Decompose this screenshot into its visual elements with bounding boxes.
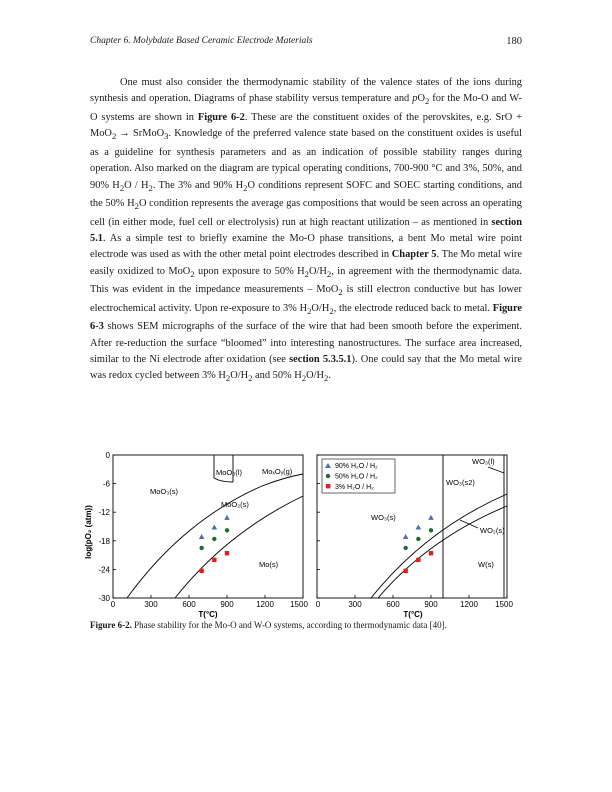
x-tick-label: 300: [348, 600, 362, 609]
page-number: 180: [506, 36, 522, 47]
operating-points: [199, 515, 230, 573]
y-tick-label: -12: [98, 508, 110, 518]
region-label-mo-solid: Mo(s): [259, 560, 279, 569]
region-label-wo3-solid: WO₃(s): [371, 513, 396, 522]
figure-reference: Figure 6-3: [90, 302, 522, 333]
x-axis-label: T(°C): [198, 610, 218, 619]
data-point: [199, 546, 203, 550]
x-tick-label: 1200: [256, 600, 274, 609]
data-point: [212, 537, 216, 541]
data-point: [416, 537, 420, 541]
y-axis-label: log(pO₂ (atm)): [84, 505, 93, 559]
chapter-reference: Chapter 5: [391, 249, 437, 261]
data-point: [429, 551, 433, 555]
x-tick-label: 1500: [290, 600, 308, 609]
data-point: [212, 524, 218, 529]
running-head: Chapter 6. Molybdate Based Ceramic Electrode Materials: [90, 36, 313, 46]
region-label-moo3-liquid: MoO₃(l): [216, 468, 242, 477]
region-label-moxoy-gas: MoₓOᵧ(g): [262, 467, 293, 476]
figure-reference: Figure 6-2: [197, 111, 245, 123]
page-header: [90, 36, 522, 50]
data-point: [416, 558, 420, 562]
x-tick-label: 0: [315, 600, 321, 609]
x-tick-label: 300: [144, 600, 158, 609]
region-label-w-solid: W(s): [478, 560, 494, 569]
data-point: [225, 551, 229, 555]
moo3-liquid-base: [214, 478, 233, 482]
mo-o-panel: [98, 451, 308, 619]
w-o-panel: [316, 455, 514, 619]
operating-points: [403, 515, 434, 573]
x-tick-label: 900: [220, 600, 234, 609]
legend: [322, 459, 395, 493]
data-point: [428, 515, 434, 520]
x-tick-label: 1500: [495, 600, 513, 609]
plot-frame: [113, 455, 303, 598]
data-point: [403, 569, 407, 573]
figure-caption: Figure 6-2. Phase stability for the Mo-O and W-O systems, according to thermodynamic data [40].: [90, 620, 447, 630]
y-tick-label: -24: [98, 565, 110, 575]
data-point: [199, 569, 203, 573]
x-axis-label: T(°C): [403, 610, 423, 619]
region-label-wo2-solid: WO₂(s): [480, 526, 505, 535]
region-label-moo3-solid: MoO₃(s): [150, 487, 179, 496]
legend-label-50: 50% H₂O / H₂: [335, 473, 378, 481]
moo2-mo-boundary: [175, 496, 303, 598]
data-point: [403, 546, 407, 550]
y-tick-label: -30: [98, 594, 110, 603]
data-point: [199, 534, 205, 539]
legend-label-3: 3% H₂O / H₂: [335, 484, 374, 491]
y-tick-label: -6: [102, 479, 110, 489]
legend-marker-50: [326, 474, 330, 478]
region-label-moo2-solid: MoO₂(s): [221, 500, 249, 509]
region-label-wo3-s2: WO₃(s2): [446, 478, 475, 487]
data-point: [212, 558, 216, 562]
figure-6-2: [82, 448, 522, 620]
wo3-wo2-boundary: [371, 494, 507, 598]
legend-label-90: 90% H₂O / H₂: [335, 463, 378, 470]
axis-ticks: [113, 455, 303, 598]
body-paragraph: One must also consider the thermodynamic stability of the valence states of the ions during synthesis and operation. Diagrams of phase stability versus temperature and $pO_2$ for the Mo-O and W-O systems are shown in Figure 6-2. These are the constituent oxides of the perovskites, e.g. SrO + MoO$_2$ → SrMoO$_3$. Knowledge of the preferred valence state based on the constituent oxides is useful as a guideline for synthesis parameters and as an indication of possible stability ranges during operation. Also marked on the diagram are typical operating conditions, 700-900 °C and 3%, 50%, and 90% $H_2O / H_2$. The 3% and 90% $H_2O$ conditions represent SOFC and SOEC starting conditions, and the 50% $H_2O$ condition represents the average gas compositions that would be seen across an operating cell (in either mode, fuel cell or electrolysis) run at high reactant utilization – as mentioned in section 5.1. As a simple test to briefly examine the Mo-O phase transitions, a bent Mo metal wire point electrode was used as with the other metal point electrodes described in Chapter 5. The Mo metal wire easily oxidized to MoO$_2$ upon exposure to 50% $H_2O/H_2$, in agreement with the thermodynamic data. This was evident in the impedance measurements – MoO$_2$ is still electron conductive but has lower electrochemical activity. Upon re-exposure to 3% $H_2O/H_2$, the electrode reduced back to metal. Figure 6-3 shows SEM micrographs of the surface of the wire that had been smooth before the experiment. After re-reduction the surface “bloomed” into interesting nanostructures. The surface area increased, similar to the Ni electrode after oxidation (see section 5.3.5.1). One could say that the Mo metal wire was redox cycled between 3% $H_2O/H_2$ and 50% $H_2O/H_2$.: [90, 77, 523, 384]
wo3-liquid-pointer: [488, 467, 504, 473]
x-tick-label: 900: [424, 600, 438, 609]
x-tick-label: 600: [182, 600, 196, 609]
region-label-wo3-liquid: WO₃(l): [472, 457, 495, 466]
legend-marker-3: [326, 484, 330, 488]
y-tick-label: -18: [98, 536, 110, 546]
data-point: [429, 528, 433, 532]
data-point: [416, 524, 422, 529]
x-tick-label: 1200: [460, 600, 478, 609]
wo2-w-boundary: [378, 506, 507, 598]
data-point: [403, 534, 409, 539]
x-tick-label: 600: [386, 600, 400, 609]
x-tick-label: 0: [110, 600, 116, 609]
y-tick-label: 0: [105, 451, 110, 460]
section-reference: section 5.3.5.1: [289, 354, 352, 366]
section-reference: section 5.1: [90, 216, 522, 244]
data-point: [225, 528, 229, 532]
data-point: [224, 515, 230, 520]
